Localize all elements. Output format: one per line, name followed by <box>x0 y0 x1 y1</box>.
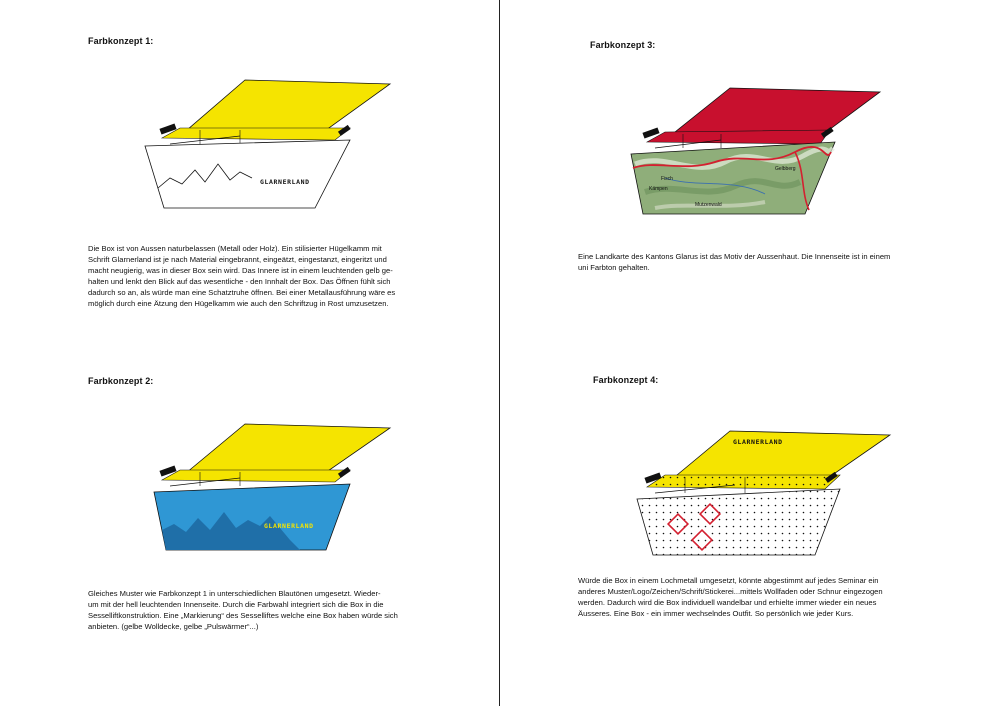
concept-4-text: Würde die Box in einem Lochmetall umgesetzt, könnte abgestimmt auf jedes Seminar ein anderes Muster/Logo/Zeichen/Schrift/Stickerei...mittels Wollfaden oder Schnur eingezogen werden. Dadurch wird die Box individuell wandelbar und erhielte immer wieder ein neues Äusseres. Eine Box - ein immer wechselndes Outfit. So persönlich wie jeder Kurs. <box>578 576 883 618</box>
map-label: Kämpen <box>649 186 668 192</box>
lid-label: GLARNERLAND <box>733 438 783 446</box>
concept-3-box <box>625 82 895 222</box>
box-interior <box>162 128 350 140</box>
concept-3-text: Eine Landkarte des Kantons Glarus ist das Motiv der Aussenhaut. Die Innenseite ist in einem uni Farbton gehalten. <box>578 252 891 272</box>
concept-1-box <box>140 78 400 218</box>
map-label: Mutzenwald <box>695 202 722 208</box>
concept-4-title: Farbkonzept 4: <box>593 375 659 385</box>
concept-1-text: Die Box ist von Aussen naturbelassen (Metall oder Holz). Ein stilisierter Hügelkamm mit Schrift Glarnerland ist je nach Material eingebrannt, eingeätzt, eingestanzt, eingeritzt und macht neugierig, was in dieser Box sein wird. Das Innere ist in einem leuchtenden gelb ge- halten und lenkt den Blick auf das wesentliche - den Innhalt der Box. Das Öffnen fühlt sich dadurch so an, als würde man eine Schatztruhe öffnen. Bei einer Metallausführung wäre es möglich durch eine Ätzung den Hügelkamm wie auch den Schriftzug in Rost umzusetzen. <box>88 244 396 308</box>
concept-2-box <box>140 420 400 560</box>
perforation <box>637 489 840 555</box>
concept-3-title: Farbkonzept 3: <box>590 40 656 50</box>
page-divider <box>499 0 500 706</box>
box-interior <box>162 470 350 482</box>
box-label: GLARNERLAND <box>260 178 310 186</box>
concept-2-text: Gleiches Muster wie Farbkonzept 1 in unterschiedlichen Blautönen umgesetzt. Wieder- um mit der hell leuchtenden Innenseite. Durch die Farbwahl integriert sich die Box in die Sesselliftkonstruktion. Eine „Markierung“ des Sesselliftes welche eine Box haben würde sich anbieten. (gelbe Wolldecke, gelbe „Pulswärmer“...) <box>88 589 398 631</box>
concept-1-title: Farbkonzept 1: <box>88 36 154 46</box>
box-interior <box>647 130 830 144</box>
box-body <box>145 140 350 208</box>
concept-2-title: Farbkonzept 2: <box>88 376 154 386</box>
concept-4-box <box>625 425 895 565</box>
map-label: Gelbberg <box>775 166 796 172</box>
map-label: Fisch <box>661 176 673 182</box>
box-label: GLARNERLAND <box>264 522 314 530</box>
